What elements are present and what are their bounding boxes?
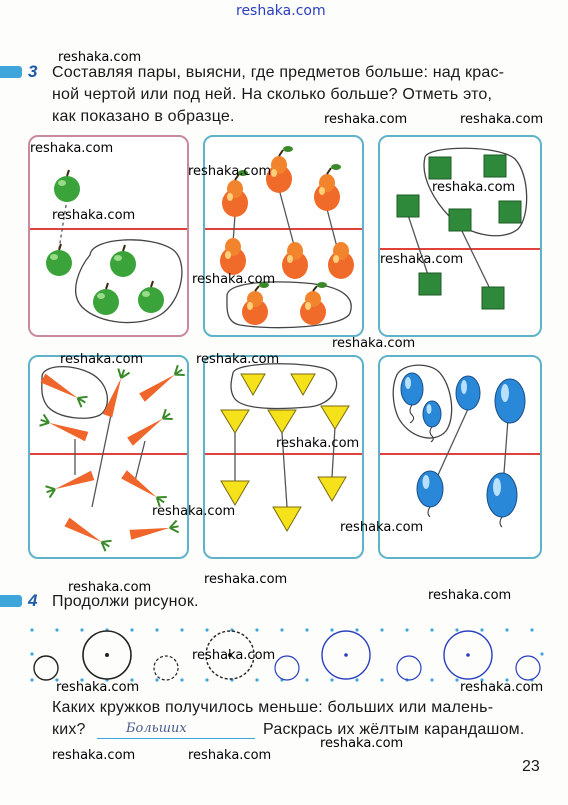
square-icon xyxy=(482,287,504,309)
watermark: reshaka.com xyxy=(432,180,516,195)
square-icon xyxy=(449,209,471,231)
carrot-icon xyxy=(139,365,186,403)
carrot-icon xyxy=(64,517,112,552)
balloon-icon xyxy=(495,379,525,423)
pear-icon xyxy=(220,238,246,275)
carrot-icon xyxy=(121,469,168,507)
task-text-line: Составляя пары, выясни, где предметов больше: над крас- xyxy=(52,64,505,81)
watermark: reshaka.com xyxy=(380,252,464,267)
watermark: reshaka.com xyxy=(320,736,404,751)
apple-icon xyxy=(46,244,72,276)
watermark: reshaka.com xyxy=(188,748,272,763)
pear-icon xyxy=(300,282,327,325)
triangle-icon xyxy=(321,406,349,429)
triangle-icon xyxy=(268,410,296,433)
watermark: reshaka.com xyxy=(460,112,544,127)
circle-icon xyxy=(275,656,299,680)
watermark: reshaka.com xyxy=(192,648,276,663)
triangle-icon xyxy=(318,477,346,501)
apple-icon xyxy=(138,281,164,313)
carrot-icon xyxy=(127,409,174,447)
balloon-icon xyxy=(401,373,423,423)
square-icon xyxy=(429,157,451,179)
carrot-icon xyxy=(129,520,179,540)
watermark: reshaka.com xyxy=(68,580,152,595)
pear-icon xyxy=(328,242,354,279)
answer-handwritten: Больших xyxy=(126,721,187,736)
task-text-line: как показано в образце. xyxy=(52,108,235,125)
task-marker xyxy=(0,595,22,607)
triangle-icon xyxy=(273,507,301,531)
circle-icon xyxy=(322,631,370,679)
square-icon xyxy=(484,155,506,177)
panel-carrots xyxy=(28,355,189,559)
task-text-line: ной чертой или под ней. На сколько больше? Отметь это, xyxy=(52,86,493,103)
watermark: reshaka.com xyxy=(152,504,236,519)
watermark: reshaka.com xyxy=(236,3,326,19)
page-number: 23 xyxy=(522,758,540,775)
watermark: reshaka.com xyxy=(324,112,408,127)
watermark: reshaka.com xyxy=(428,588,512,603)
question-line-end: Раскрась их жёлтым карандашом. xyxy=(263,721,525,738)
watermark: reshaka.com xyxy=(340,520,424,535)
apple-icon xyxy=(93,283,119,315)
circle-icon xyxy=(154,656,178,680)
watermark: reshaka.com xyxy=(460,680,544,695)
square-icon xyxy=(499,201,521,223)
watermark: reshaka.com xyxy=(188,164,272,179)
circle-icon xyxy=(397,656,421,680)
balloon-icon xyxy=(417,471,443,517)
answer-line xyxy=(97,738,255,739)
square-icon xyxy=(397,195,419,217)
watermark: reshaka.com xyxy=(30,141,114,156)
panel-squares xyxy=(378,135,542,337)
triangle-icon xyxy=(291,374,315,395)
pear-icon xyxy=(314,164,341,211)
carrot-icon xyxy=(40,373,88,408)
sample-panel-apples xyxy=(28,135,189,337)
pear-icon xyxy=(282,242,308,279)
watermark: reshaka.com xyxy=(52,748,136,763)
balloon-icon xyxy=(487,473,517,527)
circle-icon xyxy=(34,656,58,680)
apple-icon xyxy=(110,245,136,277)
watermark: reshaka.com xyxy=(332,336,416,351)
pear-icon xyxy=(242,282,269,325)
watermark: reshaka.com xyxy=(58,50,142,65)
watermark: reshaka.com xyxy=(60,352,144,367)
task-instruction: Продолжи рисунок. xyxy=(52,593,199,610)
triangle-icon xyxy=(221,410,249,433)
watermark: reshaka.com xyxy=(204,572,288,587)
triangle-icon xyxy=(221,481,249,505)
question-line: Каких кружков получилось меньше: больших или малень- xyxy=(52,699,494,716)
circle-icon xyxy=(444,631,492,679)
watermark: reshaka.com xyxy=(276,436,360,451)
balloon-icon xyxy=(423,401,441,442)
watermark: reshaka.com xyxy=(52,208,136,223)
watermark: reshaka.com xyxy=(192,272,276,287)
watermark: reshaka.com xyxy=(56,680,140,695)
apple-icon xyxy=(54,170,80,202)
task-number: 3 xyxy=(28,62,38,81)
square-icon xyxy=(419,273,441,295)
circle-icon xyxy=(516,656,540,680)
task-number: 4 xyxy=(28,591,38,610)
watermark: reshaka.com xyxy=(196,352,280,367)
circle-icon xyxy=(83,631,131,679)
carrot-icon xyxy=(45,470,95,498)
triangle-icon xyxy=(241,374,265,395)
balloon-icon xyxy=(456,376,480,410)
question-line-start: ких? xyxy=(52,721,86,738)
task-marker xyxy=(0,66,22,78)
